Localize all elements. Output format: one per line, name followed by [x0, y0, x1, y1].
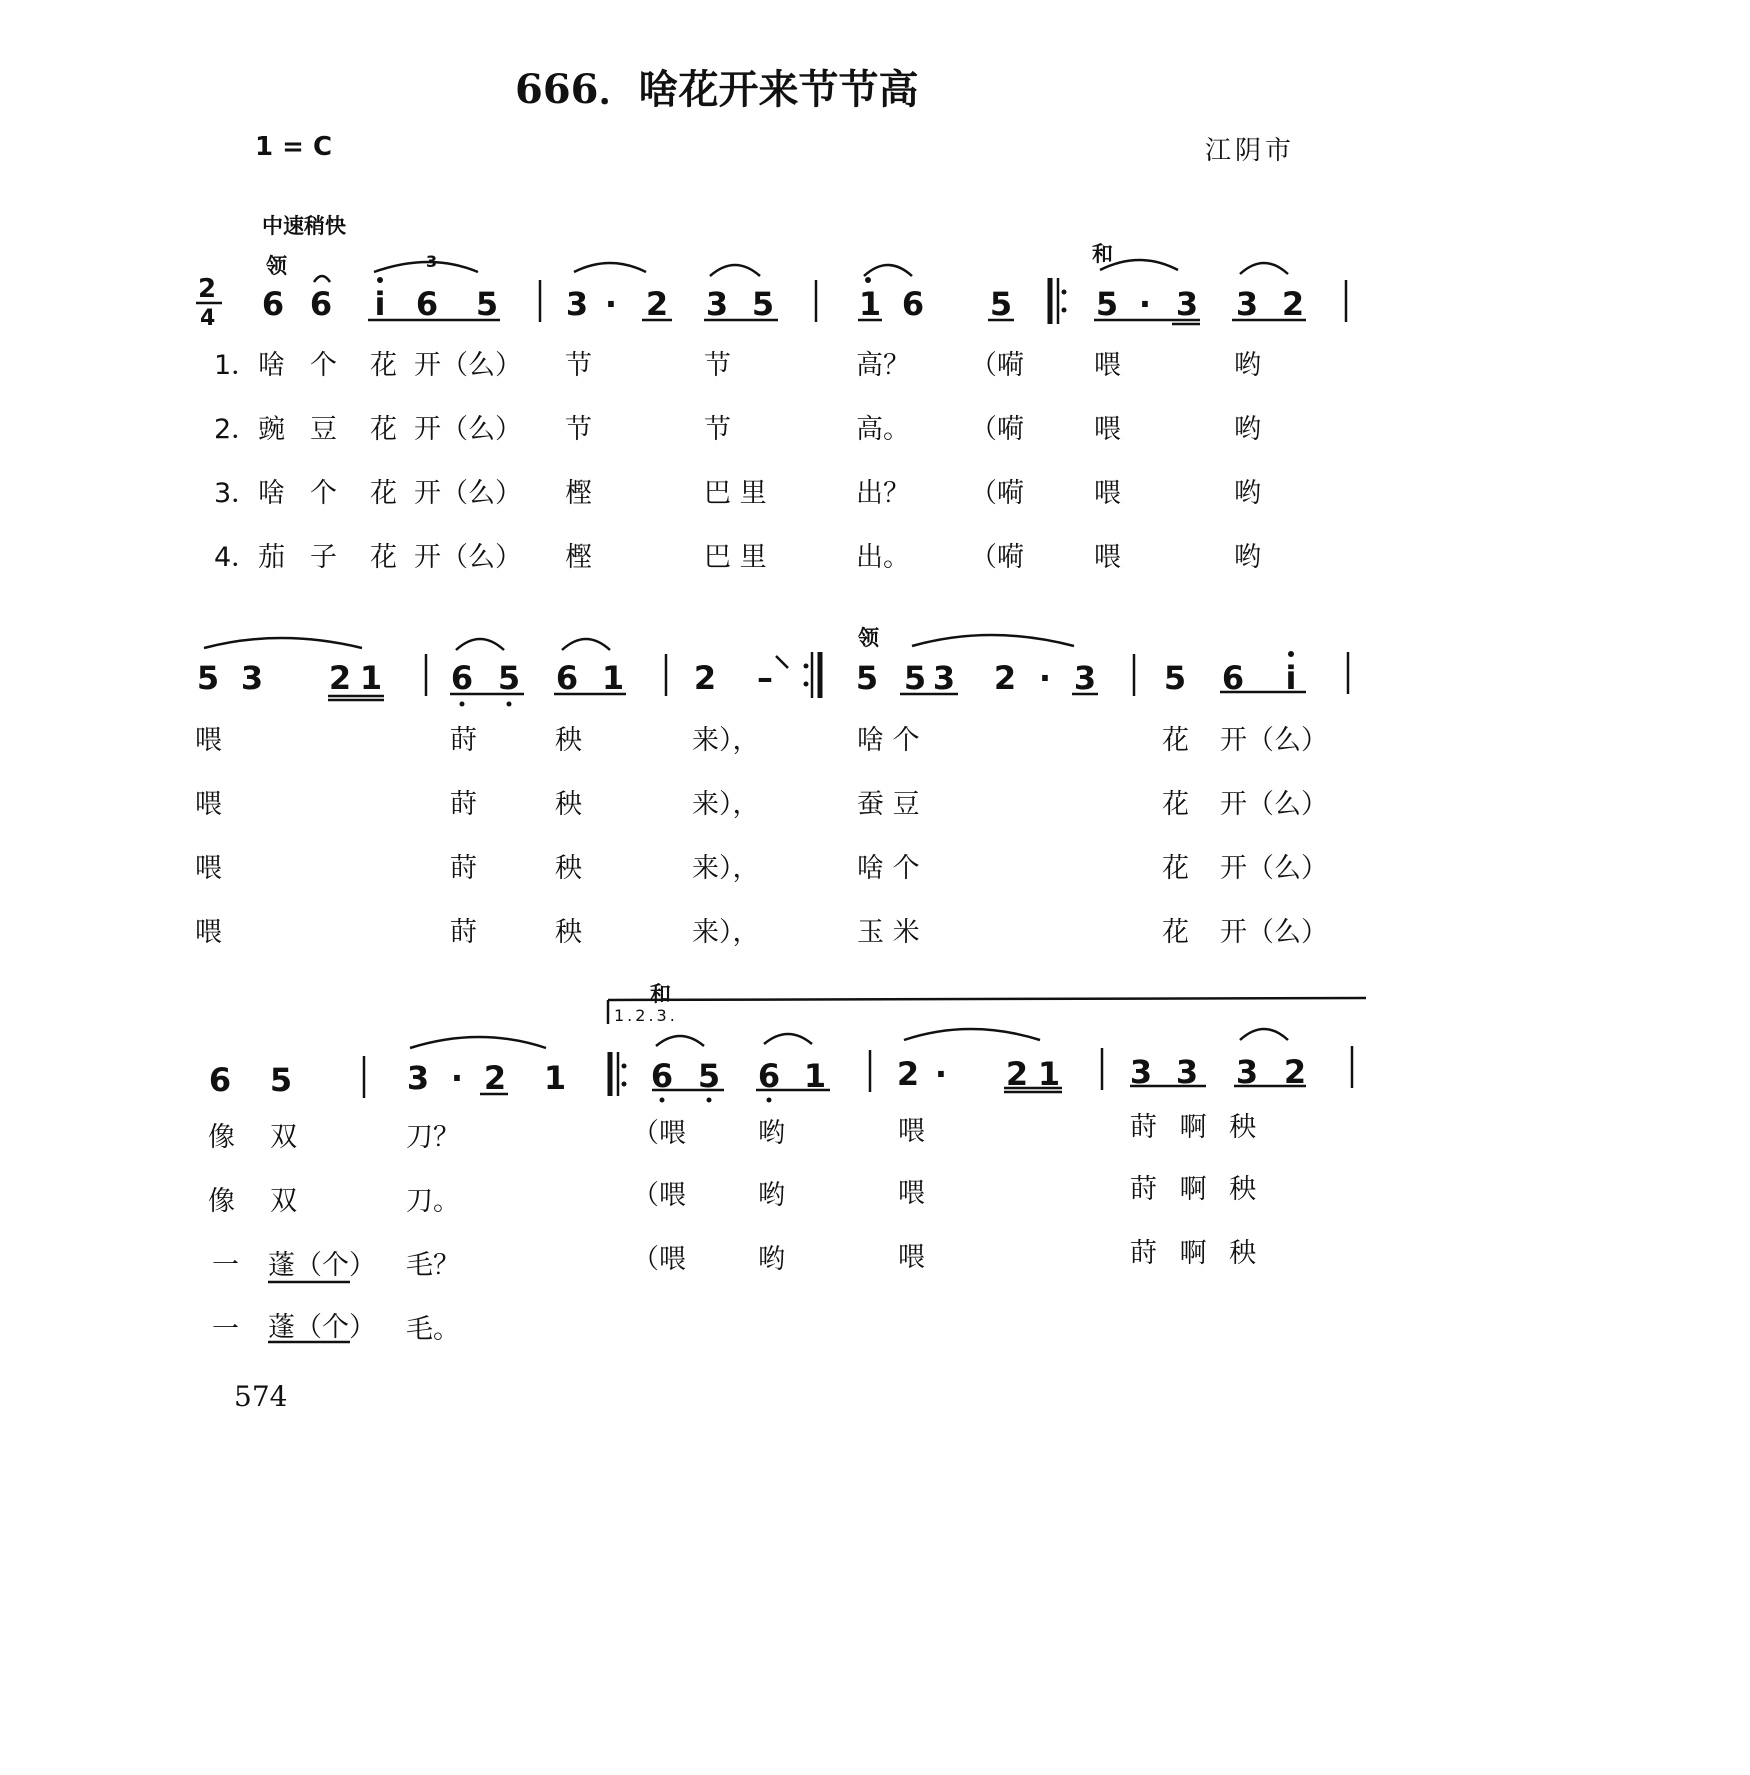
time-signature-top: 2 — [198, 274, 217, 304]
lyric: 3．啥 — [214, 478, 286, 509]
lyric: 节 — [565, 414, 592, 445]
lyric: 花 — [1162, 853, 1189, 884]
lyric: 喂 — [1094, 478, 1121, 509]
note: 6 — [261, 285, 285, 323]
lyric: 来）， — [692, 725, 760, 756]
note: 3 — [406, 1059, 430, 1097]
volta-label: 1.2.3. — [614, 1006, 678, 1025]
note: 3 — [705, 285, 729, 323]
note: 6 — [650, 1057, 674, 1095]
lyric: 个 — [310, 478, 337, 509]
note: 1 — [803, 1057, 827, 1095]
note: 3 — [1175, 285, 1199, 323]
note: 2 — [1281, 285, 1305, 323]
lyric: （喂 — [632, 1244, 686, 1275]
lyric: 花 — [370, 478, 397, 509]
lyric: 樫 — [565, 542, 592, 573]
lyric: 刀。 — [406, 1186, 460, 1217]
lyric: 喂 — [1094, 414, 1121, 445]
lyric: 巴 里 — [704, 542, 767, 573]
note: 2 — [1283, 1053, 1307, 1091]
lyric: 喂 — [898, 1242, 925, 1273]
lyric: 莳 — [450, 725, 477, 756]
note: 1 — [543, 1059, 567, 1097]
note: 6 — [415, 285, 439, 323]
part-lead-label: 领 — [858, 626, 879, 650]
lyric: 像 — [208, 1122, 235, 1153]
part-lead-label: 领 — [266, 254, 287, 278]
note: 2 — [328, 659, 352, 697]
lyric: 莳 — [450, 789, 477, 820]
lyric: 来）， — [692, 789, 760, 820]
note: 3 — [1073, 659, 1097, 697]
note: 1 — [359, 659, 383, 697]
note: 2 — [693, 659, 717, 697]
part-chorus-label: 和 — [1092, 242, 1113, 266]
lyric: 节 — [704, 350, 731, 381]
lyric: 开（么） — [414, 350, 522, 381]
lyric: 莳 啊 秧 — [1130, 1112, 1257, 1143]
lyric: 秧 — [555, 725, 582, 756]
lyric: （喂 — [632, 1180, 686, 1211]
note: 1 — [601, 659, 625, 697]
lyric: 秧 — [555, 917, 582, 948]
lyric: 花 — [1162, 917, 1189, 948]
note: 5 — [989, 285, 1013, 323]
lyric: 开（么） — [414, 414, 522, 445]
lyric: 喂 — [195, 853, 222, 884]
triplet-mark: 3 — [426, 252, 438, 271]
lyric: 子 — [310, 542, 337, 573]
augmentation-dot: · — [1038, 659, 1052, 697]
note: 2 — [993, 659, 1017, 697]
lyric: 出？ — [856, 478, 910, 509]
lyric: 莳 啊 秧 — [1130, 1238, 1257, 1269]
lyric: 高。 — [856, 414, 910, 445]
note: 5 — [1095, 285, 1119, 323]
lyric: 花 — [1162, 789, 1189, 820]
lyric: 哟 — [758, 1180, 785, 1211]
note: 1 — [1037, 1055, 1061, 1093]
lyric: 个 — [310, 350, 337, 381]
lyric: 花 — [370, 350, 397, 381]
page-number: 574 — [234, 1380, 288, 1413]
note: 3 — [1235, 1053, 1259, 1091]
lyric: （喂 — [632, 1118, 686, 1149]
note: 3 — [1175, 1053, 1199, 1091]
lyric: 蓬（个） — [268, 1250, 376, 1281]
lyric: 来）， — [692, 917, 760, 948]
lyric: 哟 — [1234, 478, 1261, 509]
lyric: 哟 — [1234, 350, 1261, 381]
note: 3 — [1235, 285, 1259, 323]
lyric: 开（么） — [414, 478, 522, 509]
lyric: 刀？ — [406, 1122, 460, 1153]
lyric: 开（么） — [1220, 789, 1328, 820]
lyric: 啥 个 — [857, 853, 920, 884]
lyric: 双 — [270, 1122, 297, 1153]
lyric: 开（么） — [1220, 917, 1328, 948]
note: 5 — [855, 659, 879, 697]
note: 5 — [903, 659, 927, 697]
lyric: 喂 — [898, 1178, 925, 1209]
augmentation-dot: · — [1138, 285, 1152, 323]
lyric: 喂 — [195, 789, 222, 820]
note: 5 — [497, 659, 521, 697]
note: 5 — [1163, 659, 1187, 697]
lyric: 花 — [370, 414, 397, 445]
lyric: 花 — [370, 542, 397, 573]
lyric: 喂 — [195, 725, 222, 756]
lyric: 秧 — [555, 789, 582, 820]
note: 5 — [751, 285, 775, 323]
lyric: 豆 — [310, 414, 337, 445]
lyric: 开（么） — [414, 542, 522, 573]
lyric: 4．茄 — [214, 542, 286, 573]
note: 5 — [475, 285, 499, 323]
lyric: 莳 — [450, 853, 477, 884]
lyric: 蚕 豆 — [857, 789, 920, 820]
lyric: 哟 — [1234, 414, 1261, 445]
lyric: 喂 — [1094, 542, 1121, 573]
note: 2 — [483, 1059, 507, 1097]
note: 6 — [450, 659, 474, 697]
lyric: 莳 — [450, 917, 477, 948]
note: 2 — [645, 285, 669, 323]
lyric: （嗬 — [970, 414, 1024, 445]
lyric: 节 — [565, 350, 592, 381]
augmentation-dot: · — [604, 285, 618, 323]
note: 6 — [555, 659, 579, 697]
dash: – — [757, 659, 773, 697]
note: 1 — [858, 285, 882, 323]
lyric: 一 — [212, 1314, 239, 1345]
lyric: 喂 — [195, 917, 222, 948]
lyric: 蓬（个） — [268, 1312, 376, 1343]
lyric: 樫 — [565, 478, 592, 509]
note: 5 — [697, 1057, 721, 1095]
lyric: 一 — [212, 1250, 239, 1281]
note: 6 — [208, 1061, 232, 1099]
lyric: （嗬 — [970, 542, 1024, 573]
lyric: 巴 里 — [704, 478, 767, 509]
note: 6 — [757, 1057, 781, 1095]
note: 5 — [196, 659, 220, 697]
note: i — [374, 285, 386, 323]
time-signature-bottom: 4 — [200, 306, 216, 331]
song-title: 666．啥花开来节节高 — [515, 66, 919, 113]
note: 3 — [1129, 1053, 1153, 1091]
lyric: 节 — [704, 414, 731, 445]
note: 3 — [240, 659, 264, 697]
tempo-marking: 中速稍快 — [262, 214, 346, 238]
lyric: 哟 — [758, 1118, 785, 1149]
lyric: 高？ — [856, 350, 910, 381]
note: 3 — [565, 285, 589, 323]
lyric: 双 — [270, 1186, 297, 1217]
lyric: 喂 — [898, 1116, 925, 1147]
lyric: 莳 啊 秧 — [1130, 1174, 1257, 1205]
lyric: 毛？ — [406, 1250, 460, 1281]
note: 6 — [1221, 659, 1245, 697]
note: 2 — [896, 1055, 920, 1093]
augmentation-dot: · — [934, 1055, 948, 1093]
note: 6 — [901, 285, 925, 323]
lyric: 2．豌 — [214, 414, 286, 445]
lyric: 出。 — [856, 542, 910, 573]
lyric: 哟 — [758, 1244, 785, 1275]
lyric: 哟 — [1234, 542, 1261, 573]
lyric: 啥 个 — [857, 725, 920, 756]
lyric: 毛。 — [406, 1314, 460, 1345]
lyric: 来）， — [692, 853, 760, 884]
note: i — [1285, 659, 1297, 697]
lyric: 1．啥 — [214, 350, 286, 381]
region-label: 江阴市 — [1205, 136, 1296, 166]
lyric: 玉 米 — [857, 917, 920, 948]
lyric: 开（么） — [1220, 725, 1328, 756]
part-chorus-label: 和 — [650, 982, 671, 1006]
lyric: （嗬 — [970, 478, 1024, 509]
key-signature: 1 = C — [255, 132, 333, 162]
lyric: （嗬 — [970, 350, 1024, 381]
lyric: 像 — [208, 1186, 235, 1217]
lyric: 喂 — [1094, 350, 1121, 381]
note: 5 — [269, 1061, 293, 1099]
lyric: 秧 — [555, 853, 582, 884]
augmentation-dot: · — [450, 1059, 464, 1097]
note: 6 — [309, 285, 333, 323]
lyric: 开（么） — [1220, 853, 1328, 884]
lyric: 花 — [1162, 725, 1189, 756]
note: 2 — [1005, 1055, 1029, 1093]
note: 3 — [932, 659, 956, 697]
